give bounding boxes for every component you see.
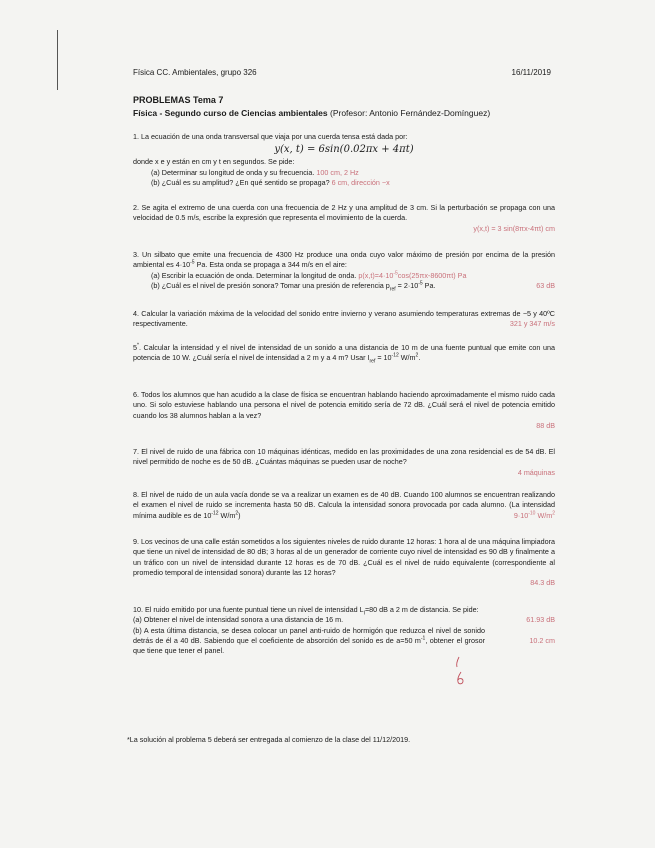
problem-5-num: 5 [133,343,137,352]
problem-5-text [133,343,555,364]
problem-8-unit: W/m [218,510,236,520]
problem-8-answer-pre: 9·10 [513,511,529,520]
problem-3-text [133,250,555,271]
problem-5-exp: -12 [391,352,399,359]
problem-3b-sub: ref [389,286,396,293]
problem-9-text: 9. Los vecinos de una calle están sometidos a los siguientes niveles de ruido durante 12 horas: 1 hora al de una máquina limpiadora que tiene un nivel de intensidad de 80 dB; 3 horas al de un generador de corriente cuyo nivel de intensidad es 90 dB y finalmente a un tráfico con un nivel de intensidad durante 12 horas es de 70 dB. ¿Cuál es el nivel de ruido equivalente (correspondiente al promedio temporal de intensidad sonora) durante las 12 horas? [133,537,555,577]
problem-5-end: . [418,353,421,363]
problem-4 [133,309,555,330]
problem-7-text: 7. El nivel de ruido de una fábrica con 10 máquinas idénticas, medido en las proximidades de una zona residencial es de 54 dB. El nivel permitido de noche es de 50 dB. ¿Cuántas máquinas se pueden usar de noche? [133,447,555,467]
problem-5-body: . Calcular la intensidad y el nivel de intensidad de un sonido a una distancia de 10 m de una fuente puntual que emite con una potencia de 10 W. ¿Cuál sería el nivel de intensidad a 2 m y a 4 m? Usar I [133,343,555,363]
problem-5-star: * [137,342,139,349]
page-title: PROBLEMAS Tema 7 [133,95,224,105]
problem-10-text-b: =80 dB a 2 m de distancia. Se pide: [364,605,479,614]
problem-8-exp: -12 [211,510,219,517]
problem-8-answer-exp: -10 [528,510,536,517]
problem-8 [133,490,555,521]
problem-8-close: ) [238,510,241,520]
problem-9-answer: 84.3 dB [530,578,555,587]
problem-8-answer [514,511,555,521]
problem-7 [133,447,555,477]
problem-1-where: donde x e y están en cm y t en segundos. Se pide: [133,157,295,167]
problem-3b-post: Pa. [422,280,436,290]
problem-1-text: 1. La ecuación de una onda transversal que viaja por una cuerda tensa está dada por: [133,132,408,141]
problem-2-answer: y(x,t) = 3 sin(8πx-4πt) cm [473,224,555,233]
problem-2 [133,203,555,233]
problem-10a-text: (a) Obtener el nivel de intensidad sonora a una distancia de 16 m. [133,615,344,625]
problem-3b [133,281,555,291]
problem-10b-answer: 10.2 cm [529,635,555,645]
problem-8-body: 8. El nivel de ruido de un aula vacía donde se va a realizar un examen es de 40 dB. Cuando 100 alumnos se encuentran realizando el examen el nivel de ruido se incrementa hasta 50 dB. Calcula la intensidad sonora provocada por cada alumno. (La intensidad mínima audible es de 10 [133,490,555,520]
subtitle-professor: (Profesor: Antonio Fernández-Domínguez) [330,108,491,118]
problem-3b-answer: 63 dB [536,280,555,290]
problem-10b-post: , obtener el grosor que tiene que tener el panel. [133,635,485,656]
problem-3-text-b: Pa. Esta onda se propaga a 344 m/s en el aire: [194,260,347,270]
problem-3a-answer [358,271,466,280]
problem-5 [133,343,555,364]
page-subtitle [133,108,490,118]
problem-10 [133,605,555,656]
subtitle-main: Física - Segundo curso de Ciencias ambientales [133,108,328,118]
footnote: *La solución al problema 5 deberá ser entregada al comienzo de la clase del 11/12/2019. [127,735,411,744]
problem-10b [133,626,555,657]
problem-1 [133,132,555,188]
problem-8-answer-unit-exp: 2 [552,510,555,517]
problem-6 [133,390,555,430]
problem-10a-answer: 61.93 dB [526,615,555,625]
problem-10-text [133,605,555,615]
problem-6-text: 6. Todos los alumnos que han acudido a la clase de física se encuentran hablando haciendo aproximadamente el mismo ruido cada uno. Si solo estuviese hablando una persona el nivel de potencia emitido sería de 72 dB. ¿Cuál será el nivel de potencia emitido cuando los 38 alumnos hablan a la vez? [133,390,555,420]
problem-8-unit-exp: 2 [235,510,239,517]
problem-1b-text: (b) ¿Cuál es su amplitud? ¿En qué sentido se propaga? [151,177,330,187]
problem-10-sub: I [363,610,365,617]
problem-3a-answer-pre: p(x,t)=4·10 [358,270,394,280]
problem-3 [133,250,555,291]
problem-7-answer: 4 máquinas [517,468,555,477]
problem-3b-pre: (b) ¿Cuál es el nivel de presión sonora? Tomar una presión de referencia p [151,280,390,290]
binding-mark [57,30,58,90]
problem-3a-answer-exp: -5 [393,270,398,277]
problem-1a-answer: 100 cm, 2 Hz [316,167,359,177]
problem-5-eq: = 10 [375,353,392,363]
problem-2-text: 2. Se agita el extremo de una cuerda con una frecuencia de 2 Hz y una amplitud de 3 cm. Si la perturbación se propaga con una velocidad de 0.5 m/s, escribe la expresión que representa el movimiento de la cuerda. [133,203,555,223]
problem-1-equation: y(x, t) = 6sin(0.02πx + 4πt) [274,144,414,156]
handwritten-mark [443,655,473,689]
problem-3-exp: -5 [190,259,195,266]
problem-3a-answer-post: cos(25πx-8600πt) Pa [397,270,467,280]
problem-10a [133,615,555,625]
problem-1a [133,168,555,178]
problem-10b-pre: (b) A esta última distancia, se desea colocar un panel anti-ruido de hormigón que reduzca el nivel de sonido detrás de él a 40 dB. Sabiendo que el coeficiente de absorción del sonido es de a=50 m [133,625,485,645]
problem-8-text [133,490,555,521]
course-header: Física CC. Ambientales, grupo 326 [133,68,257,77]
problem-3b-mid: = 2·10 [395,280,419,290]
problem-4-text: 4. Calcular la variación máxima de la velocidad del sonido entre invierno y verano asumiendo temperaturas extremas de −5 y 40ºC respectivamente. [133,309,555,329]
problem-4-answer: 321 y 347 m/s [509,319,555,328]
date-header: 16/11/2019 [511,68,551,77]
problem-10-text-a: 10. El ruido emitido por una fuente puntual tiene un nivel de intensidad L [133,605,364,614]
problem-3b-exp: -5 [418,280,423,287]
problem-5-sub: ref [369,358,376,365]
problem-1b [133,178,555,188]
problem-10b-exp: -1 [420,635,426,642]
problem-6-answer: 88 dB [536,421,555,430]
problem-3-text-a: 3. Un silbato que emite una frecuencia de 4300 Hz produce una onda cuyo valor máximo de presión por encima de la presión ambiental es 4·10 [133,250,555,270]
problem-5-unit-exp: 2 [415,352,419,359]
problem-3a-text: (a) Escribir la ecuación de onda. Determinar la longitud de onda. [151,270,357,280]
problem-3a [133,271,555,281]
problem-5-unit: W/m [398,353,416,363]
problem-1b-answer: 6 cm, dirección −x [331,177,390,187]
problem-8-answer-unit: W/m [535,511,553,520]
problem-9 [133,537,555,587]
problem-1a-text: (a) Determinar su longitud de onda y su frecuencia. [151,167,315,177]
